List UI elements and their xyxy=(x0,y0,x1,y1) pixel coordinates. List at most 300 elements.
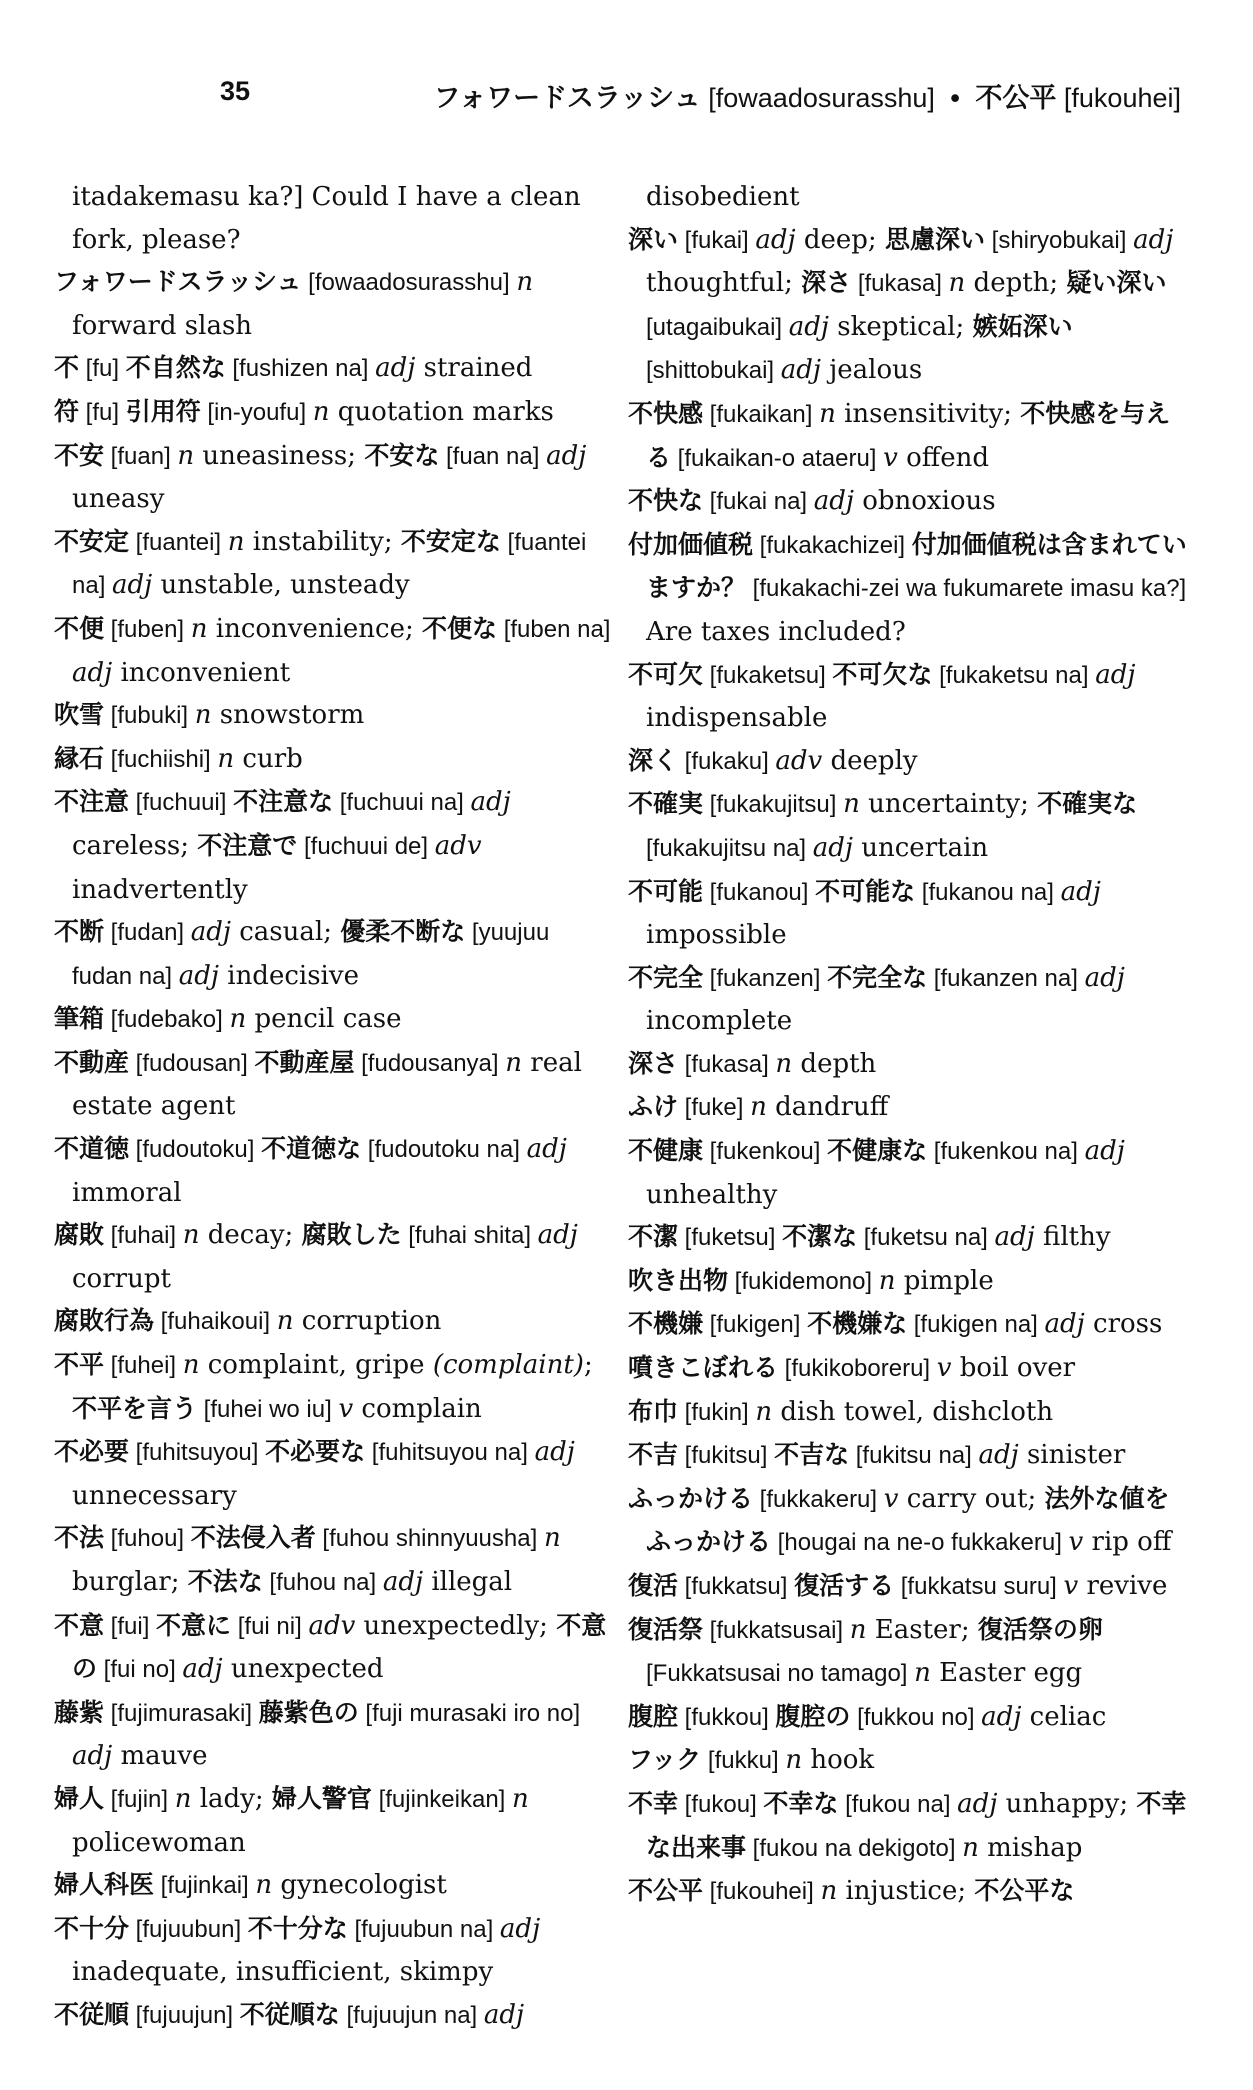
entry-romaji: [fuhitsuyou na] xyxy=(365,1439,535,1467)
entry-part-of-speech: n xyxy=(755,1396,773,1427)
entry-part-of-speech: adj xyxy=(190,917,231,948)
entry-romaji: [fuketsu] xyxy=(678,1224,783,1252)
entry-part-of-speech: adj xyxy=(499,1913,541,1944)
entry-definition: depth; xyxy=(965,268,1067,299)
entry-definition: decay; xyxy=(199,1220,302,1251)
entry-romaji: [fuben na] xyxy=(497,615,611,643)
dictionary-entry xyxy=(54,521,614,608)
entry-romaji: [fuhei wo iu] xyxy=(197,1395,339,1423)
entry-headword: 不平 xyxy=(54,1350,105,1380)
entry-romaji: [hougai na ne-o fukkakeru] xyxy=(771,1529,1069,1557)
entry-headword: 不法な xyxy=(187,1567,263,1596)
entry-definition: corruption xyxy=(293,1306,442,1337)
entry-romaji: [shiryobukai] xyxy=(984,226,1134,254)
dictionary-entry xyxy=(628,1216,1188,1260)
entry-romaji: [fujinkeikan] xyxy=(371,1785,512,1813)
page-header xyxy=(0,72,1253,122)
entry-part-of-speech: n xyxy=(775,1048,793,1079)
entry-romaji: [fukkatsusai] xyxy=(703,1616,850,1644)
entry-headword: 不十分 xyxy=(54,1913,130,1943)
entry-romaji: [fuantei] xyxy=(129,528,228,556)
entry-romaji: [fubuki] xyxy=(104,702,195,730)
entry-definition: mauve xyxy=(112,1741,208,1772)
entry-headword: 不機嫌 xyxy=(628,1309,704,1339)
entry-romaji: [fukaketsu] xyxy=(703,661,833,689)
entry-romaji: [fujinkai] xyxy=(154,1872,256,1900)
entry-romaji: [yuujuu fudan na] xyxy=(72,919,550,990)
entry-headword: 不従順 xyxy=(54,1999,130,2029)
entry-headword: 法外な値をふっかける xyxy=(646,1483,1170,1557)
entry-headword: 不安 xyxy=(54,440,105,470)
entry-romaji: [fukakachizei] xyxy=(753,531,912,559)
entry-romaji: [fukaikan] xyxy=(703,400,820,428)
dictionary-entry xyxy=(628,1565,1188,1609)
entry-headword: 優柔不断な xyxy=(340,917,466,947)
entry-romaji: [fui no] xyxy=(97,1656,183,1684)
entry-headword: 復活 xyxy=(628,1571,679,1600)
entry-definition: gynecologist xyxy=(272,1870,447,1901)
entry-headword: 深さ xyxy=(628,1048,679,1078)
entry-headword: 不快感 xyxy=(628,398,704,428)
entry-romaji: [fuchuui de] xyxy=(297,832,435,860)
entry-part-of-speech: adj xyxy=(470,787,511,818)
entry-headword: 不安な xyxy=(364,440,440,470)
entry-part-of-speech: n xyxy=(516,267,534,298)
entry-definition: depth xyxy=(792,1048,877,1079)
entry-part-of-speech: n xyxy=(177,440,195,471)
dictionary-entry xyxy=(628,1391,1188,1435)
entry-headword: 不可欠 xyxy=(628,659,704,689)
entry-part-of-speech: n xyxy=(914,1658,931,1689)
entry-romaji: [fuantei na] xyxy=(72,528,587,600)
dictionary-entry xyxy=(628,1347,1188,1391)
entry-part-of-speech: n xyxy=(948,268,966,299)
entry-romaji: [fuchuui] xyxy=(129,789,234,817)
entry-romaji: [fujuujun] xyxy=(129,2001,240,2029)
entry-part-of-speech: adj xyxy=(72,1741,113,1772)
entry-romaji: [fuan] xyxy=(104,442,178,470)
entry-definition: disobedient xyxy=(646,182,800,212)
entry-headword: 縁石 xyxy=(54,743,105,773)
entry-definition: sinister xyxy=(1018,1440,1126,1471)
entry-romaji: [fudousan] xyxy=(129,1049,255,1077)
entry-definition: unhealthy xyxy=(646,1179,778,1210)
entry-definition: unexpectedly; xyxy=(355,1610,557,1641)
entry-romaji: [fukanzen na] xyxy=(927,964,1085,992)
entry-definition: ; xyxy=(583,1350,593,1381)
entry-part-of-speech: adj xyxy=(1060,876,1101,907)
entry-part-of-speech: adj xyxy=(534,1437,575,1468)
entry-romaji: [fukou na dekigoto] xyxy=(746,1834,963,1862)
entry-definition: complaint, gripe xyxy=(199,1350,433,1381)
entry-headword: 不自然な xyxy=(125,353,226,383)
entry-definition: Are taxes included? xyxy=(646,616,906,647)
entry-part-of-speech: adj xyxy=(537,1220,578,1251)
entry-headword: フォワードスラッシュ xyxy=(54,267,302,297)
entry-romaji: [fuhaikoui] xyxy=(154,1308,277,1336)
entry-romaji: [fujuubun na] xyxy=(347,1915,500,1943)
dictionary-entry xyxy=(628,1783,1188,1870)
entry-definition: uncertainty; xyxy=(859,789,1038,820)
entry-definition: thoughtful; xyxy=(646,268,802,299)
entry-definition: inconvenient xyxy=(112,657,291,688)
entry-headword: 腐敗した xyxy=(301,1220,402,1250)
entry-headword: 不道徳な xyxy=(261,1134,362,1164)
dictionary-entry xyxy=(54,1344,614,1431)
entry-part-of-speech: n xyxy=(785,1745,803,1776)
right-column xyxy=(628,176,1188,1914)
entry-headword: ふけ xyxy=(628,1092,679,1122)
entry-romaji: [fu] xyxy=(79,355,126,383)
dictionary-entry xyxy=(54,1778,614,1864)
dictionary-entry xyxy=(628,1260,1188,1304)
entry-part-of-speech: adj xyxy=(813,486,854,517)
entry-headword: 不断 xyxy=(54,917,105,947)
entry-romaji: [Fukkatsusai no tamago] xyxy=(646,1660,915,1688)
entry-headword: 不法 xyxy=(54,1523,105,1553)
entry-part-of-speech: n xyxy=(878,1265,896,1296)
dictionary-entry xyxy=(628,1043,1188,1087)
entry-romaji: [fukin] xyxy=(678,1398,756,1426)
entry-part-of-speech: adj xyxy=(780,355,821,386)
entry-part-of-speech: adj xyxy=(1133,224,1174,255)
entry-romaji: [fuhou shinnyuusha] xyxy=(315,1525,544,1553)
dictionary-entry xyxy=(628,1086,1188,1130)
entry-headword: 婦人警官 xyxy=(271,1783,372,1813)
entry-part-of-speech: adj xyxy=(483,1999,525,2030)
entry-definition: unnecessary xyxy=(72,1480,237,1511)
entry-definition: jealous xyxy=(820,355,923,386)
dictionary-entry xyxy=(628,393,1188,480)
entry-headword: 不可能な xyxy=(815,876,916,906)
entry-definition: unstable, unsteady xyxy=(152,570,410,601)
entry-romaji: [fuji murasaki iro no] xyxy=(358,1699,581,1727)
entry-headword: 不意 xyxy=(54,1610,105,1640)
entry-headword: 不可能 xyxy=(628,876,704,906)
entry-definition: obnoxious xyxy=(853,486,996,517)
entry-part-of-speech: n xyxy=(182,1350,200,1381)
entry-headword: ふっかける xyxy=(628,1483,754,1513)
dictionary-entry xyxy=(54,608,614,694)
entry-definition: inadvertently xyxy=(72,874,248,905)
dictionary-entry xyxy=(628,524,1188,654)
entry-headword: 藤紫色の xyxy=(258,1697,359,1727)
entry-definition: casual; xyxy=(230,917,341,948)
entry-headword: 符 xyxy=(54,396,80,426)
entry-romaji: [fujin] xyxy=(104,1785,175,1813)
entry-headword: 不十分な xyxy=(247,1913,348,1943)
entry-part-of-speech: adj xyxy=(112,570,153,601)
entry-definition: pencil case xyxy=(246,1004,402,1035)
entry-part-of-speech: n xyxy=(849,1614,867,1645)
entry-romaji: [fukaikan-o ataeru] xyxy=(671,444,884,472)
entry-headword: 不動産 xyxy=(54,1047,130,1077)
entry-part-of-speech: n xyxy=(962,1832,979,1863)
entry-part-of-speech: adv xyxy=(775,745,823,776)
entry-part-of-speech: adj xyxy=(978,1440,1019,1471)
dictionary-entry xyxy=(54,261,614,347)
entry-headword: 不法侵入者 xyxy=(190,1523,316,1553)
dictionary-entry xyxy=(628,740,1188,784)
entry-definition: itadakemasu ka?] Could I have a clean fork, please? xyxy=(72,182,581,255)
dictionary-entry xyxy=(54,347,614,391)
dictionary-entry xyxy=(54,1994,614,2038)
left-column xyxy=(54,176,614,2038)
entry-headword: 不意の xyxy=(72,1610,607,1684)
entry-headword: 婦人 xyxy=(54,1783,105,1813)
entry-part-of-speech: adj xyxy=(981,1701,1022,1732)
entry-definition: unhappy; xyxy=(997,1788,1137,1819)
entry-headword: 布巾 xyxy=(628,1396,679,1426)
entry-part-of-speech: adj xyxy=(1084,962,1125,993)
dictionary-entry xyxy=(628,783,1188,870)
entry-romaji: [fukai] xyxy=(678,226,756,254)
entry-part-of-speech: v xyxy=(883,442,898,473)
entry-headword: 思慮深い xyxy=(884,224,985,254)
entry-romaji: [fukkou] xyxy=(678,1703,776,1731)
entry-definition: policewoman xyxy=(72,1827,246,1858)
entry-romaji: [fukakujitsu na] xyxy=(646,834,813,862)
entry-part-of-speech: adj xyxy=(1095,659,1136,690)
entry-headword: 不安定な xyxy=(400,526,501,556)
entry-part-of-speech: adv xyxy=(434,830,482,861)
last-headword: 不公平 xyxy=(975,83,1057,114)
entry-definition: celiac xyxy=(1021,1701,1107,1732)
entry-part-of-speech: n xyxy=(312,396,330,427)
entry-romaji: [fuan na] xyxy=(439,442,547,470)
entry-headword: 不快感を与える xyxy=(646,398,1171,472)
entry-headword: 不健康な xyxy=(827,1136,928,1166)
dictionary-entry xyxy=(628,1739,1188,1783)
entry-romaji: [fuhou] xyxy=(104,1525,191,1553)
entry-definition: mishap xyxy=(978,1832,1083,1863)
entry-headword: 付加価値税は含まれていますか？ xyxy=(646,529,1187,603)
dictionary-entry-continued xyxy=(628,176,1188,219)
dictionary-entry xyxy=(628,1434,1188,1478)
entry-headword: 不幸な出来事 xyxy=(646,1788,1187,1862)
dictionary-entry-continued xyxy=(54,176,614,261)
entry-romaji: [fuben] xyxy=(104,615,191,643)
dictionary-entry xyxy=(54,1042,614,1128)
entry-headword: 不幸 xyxy=(628,1788,679,1818)
entry-headword: 付加価値税 xyxy=(628,529,754,559)
dictionary-entry xyxy=(54,1692,614,1778)
entry-romaji: [fudoutoku] xyxy=(129,1136,262,1164)
dictionary-entry xyxy=(54,1864,614,1908)
entry-romaji: [fukai na] xyxy=(703,488,814,516)
entry-headword: 不道徳 xyxy=(54,1134,130,1164)
entry-headword: 不注意で xyxy=(197,830,298,860)
entry-part-of-speech: n xyxy=(819,398,836,429)
entry-romaji: [fukkou no] xyxy=(850,1703,982,1731)
entry-definition: Easter; xyxy=(866,1614,978,1645)
entry-romaji: [fukitsu] xyxy=(678,1442,775,1470)
entry-definition: deeply xyxy=(822,745,918,776)
dictionary-entry xyxy=(628,480,1188,524)
dictionary-entry xyxy=(628,219,1188,393)
entry-definition: illegal xyxy=(423,1567,513,1597)
entry-definition: inadequate, insufficient, skimpy xyxy=(72,1957,494,1988)
entry-definition: deep; xyxy=(795,224,885,255)
entry-headword: 復活祭 xyxy=(628,1614,704,1644)
entry-part-of-speech: n xyxy=(505,1047,522,1078)
entry-headword: 腐敗行為 xyxy=(54,1306,155,1336)
entry-definition: indispensable xyxy=(646,703,828,734)
entry-headword: 不確実 xyxy=(628,789,704,819)
entry-part-of-speech: n xyxy=(229,1004,247,1035)
entry-definition: snowstorm xyxy=(211,700,365,731)
entry-definition: unexpected xyxy=(222,1654,384,1685)
entry-romaji: [fukitsu na] xyxy=(849,1442,979,1470)
entry-definition: rip off xyxy=(1083,1527,1172,1558)
header-separator: • xyxy=(950,83,960,113)
entry-part-of-speech: n xyxy=(194,700,212,731)
entry-romaji: [fukikoboreru] xyxy=(778,1355,937,1383)
entry-headword: 不従順な xyxy=(239,1999,340,2029)
dictionary-entry xyxy=(54,1300,614,1344)
entry-definition: inconvenience; xyxy=(207,613,423,644)
entry-part-of-speech: v xyxy=(936,1353,952,1384)
entry-definition: incomplete xyxy=(646,1006,793,1037)
entry-definition: instability; xyxy=(244,526,401,557)
entry-definition: offend xyxy=(897,442,990,473)
dictionary-entry xyxy=(54,1431,614,1517)
entry-part-of-speech: adj xyxy=(755,224,796,255)
last-romaji: [fukouhei] xyxy=(1063,83,1181,113)
entry-headword: 不潔 xyxy=(628,1222,679,1252)
entry-romaji: [fukouhei] xyxy=(703,1878,821,1906)
entry-part-of-speech: n xyxy=(543,1523,561,1554)
entry-headword: 不吉 xyxy=(628,1440,679,1470)
entry-romaji: [fudousanya] xyxy=(354,1049,506,1077)
entry-part-of-speech: n xyxy=(217,743,235,774)
entry-headword: 不快な xyxy=(628,486,704,516)
entry-headword: 引用符 xyxy=(125,396,201,426)
entry-romaji: [fukidemono] xyxy=(728,1267,879,1295)
entry-definition: Easter egg xyxy=(930,1658,1083,1689)
entry-part-of-speech: n xyxy=(174,1783,192,1814)
entry-headword: 嫉妬深い xyxy=(972,311,1073,341)
entry-definition: forward slash xyxy=(72,310,253,341)
entry-headword: 深さ xyxy=(801,268,852,298)
entry-romaji: [fui ni] xyxy=(231,1612,309,1640)
dictionary-entry xyxy=(628,1609,1188,1696)
entry-definition: complain xyxy=(353,1393,482,1424)
running-head xyxy=(433,76,1181,115)
entry-part-of-speech: n xyxy=(255,1870,273,1901)
entry-headword: 復活祭の卵 xyxy=(977,1614,1103,1644)
entry-part-of-speech: n xyxy=(227,526,245,557)
entry-romaji: [fuhai shita] xyxy=(401,1222,538,1250)
dictionary-entry xyxy=(54,694,614,738)
entry-romaji: [fukaku] xyxy=(678,747,776,775)
entry-definition: carry out; xyxy=(898,1483,1045,1514)
entry-romaji: [fukigen na] xyxy=(907,1311,1045,1339)
entry-headword: 不完全 xyxy=(628,962,704,992)
entry-headword: 腹腔の xyxy=(775,1701,851,1731)
entry-romaji: [fuchuui na] xyxy=(333,789,471,817)
entry-headword: 復活する xyxy=(794,1571,895,1600)
entry-romaji: [fudebako] xyxy=(104,1006,230,1034)
entry-headword: 不機嫌な xyxy=(807,1309,908,1339)
dictionary-entry xyxy=(628,1696,1188,1740)
dictionary-entry xyxy=(54,738,614,782)
entry-part-of-speech: v xyxy=(883,1483,899,1514)
entry-headword: 不便 xyxy=(54,613,105,643)
entry-romaji: [fukasa] xyxy=(851,270,949,298)
entry-definition: uneasy xyxy=(72,484,165,515)
entry-romaji: [fukanou na] xyxy=(915,878,1061,906)
entry-definition: injustice; xyxy=(837,1876,975,1907)
entry-headword: 不安定 xyxy=(54,526,130,556)
entry-romaji: [fukkakeru] xyxy=(753,1485,884,1513)
dictionary-entry xyxy=(628,957,1188,1043)
entry-definition: hook xyxy=(802,1745,875,1776)
entry-part-of-speech: n xyxy=(276,1306,294,1337)
entry-part-of-speech: n xyxy=(512,1783,529,1814)
entry-headword: 不注意な xyxy=(233,787,334,817)
entry-definition: pimple xyxy=(895,1265,994,1296)
entry-headword: 不潔な xyxy=(782,1222,858,1252)
entry-definition: impossible xyxy=(646,920,787,951)
entry-definition: strained xyxy=(415,353,533,384)
entry-headword: 不必要 xyxy=(54,1437,130,1467)
entry-romaji: [fui] xyxy=(104,1612,157,1640)
entry-definition: insensitivity; xyxy=(835,398,1021,429)
entry-romaji: [fujimurasaki] xyxy=(104,1699,259,1727)
entry-definition: boil over xyxy=(951,1353,1076,1384)
entry-headword: 不平を言う xyxy=(72,1393,198,1423)
first-romaji: [fowaadosurasshu] xyxy=(708,83,935,113)
entry-headword: 噴きこぼれる xyxy=(628,1353,779,1383)
entry-romaji: [fukasa] xyxy=(678,1050,776,1078)
entry-headword: 不便な xyxy=(422,613,498,643)
dictionary-entry xyxy=(628,1870,1188,1914)
entry-part-of-speech: v xyxy=(1068,1527,1084,1558)
entry-romaji: [fukenkou] xyxy=(703,1138,828,1166)
entry-romaji: [fukigen] xyxy=(703,1311,808,1339)
entry-part-of-speech: adj xyxy=(788,311,829,342)
entry-definition: corrupt xyxy=(72,1263,171,1294)
entry-headword: 不健康 xyxy=(628,1136,704,1166)
dictionary-entry xyxy=(628,1303,1188,1347)
entry-headword: 吹き出物 xyxy=(628,1265,729,1295)
dictionary-entry xyxy=(54,998,614,1042)
entry-part-of-speech: n xyxy=(750,1092,767,1123)
entry-part-of-speech: n xyxy=(182,1220,200,1251)
entry-romaji: [fukanzen] xyxy=(703,964,828,992)
entry-part-of-speech: v xyxy=(338,1393,354,1424)
entry-romaji: [fukkatsu suru] xyxy=(894,1573,1064,1600)
entry-headword: 腹腔 xyxy=(628,1701,679,1731)
entry-headword: 不 xyxy=(54,353,80,383)
entry-headword: 不公平 xyxy=(628,1876,704,1906)
entry-headword: 不注意 xyxy=(54,787,130,817)
entry-romaji: [fushizen na] xyxy=(225,355,376,383)
entry-romaji: [fowaadosurasshu] xyxy=(301,269,517,297)
entry-romaji: [fuke] xyxy=(678,1094,751,1122)
dictionary-entry xyxy=(54,1908,614,1994)
entry-headword: 婦人科医 xyxy=(54,1870,155,1900)
entry-headword: 疑い深い xyxy=(1066,268,1167,298)
entry-headword: 腐敗 xyxy=(54,1220,105,1250)
entry-headword: 不必要な xyxy=(265,1437,366,1467)
entry-romaji: [fudoutoku na] xyxy=(361,1136,527,1164)
dictionary-entry xyxy=(628,1130,1188,1216)
entry-romaji: [utagaibukai] xyxy=(646,313,789,341)
entry-part-of-speech: adj xyxy=(526,1134,567,1165)
entry-romaji: [fukku] xyxy=(701,1747,786,1775)
